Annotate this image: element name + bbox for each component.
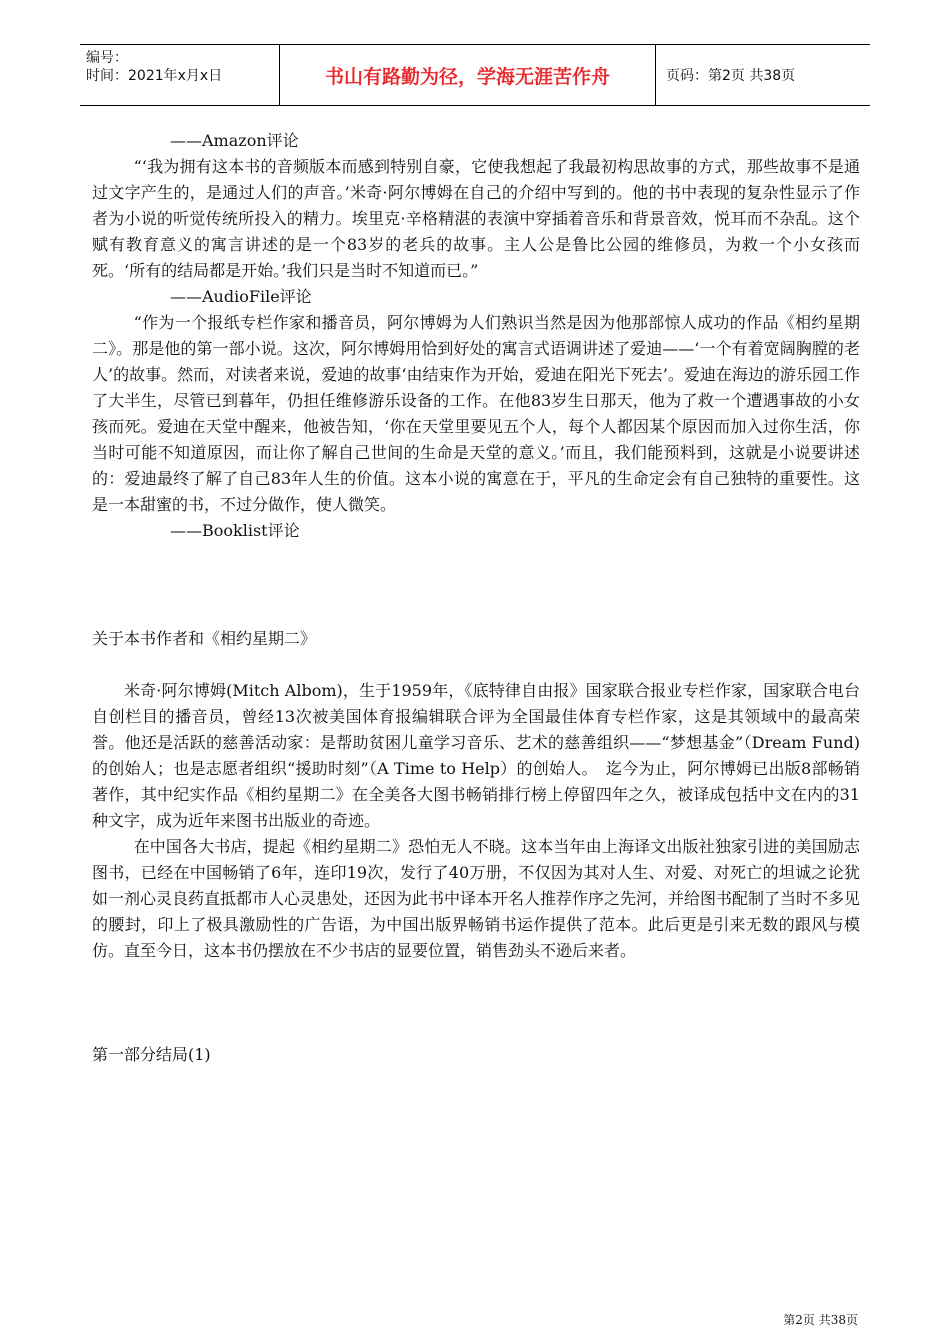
review-source-booklist: ——Booklist评论 <box>170 521 300 540</box>
section-title: 第一部分结局(1) <box>92 1045 211 1064</box>
review-audiofile-text: “‘我为拥有这本书的音频版本而感到特别自豪，它使我想起了我最初构思故事的方式，那些故事不是通过文字产生的，是通过人们的声音。’米奇·阿尔博姆在自己的介绍中写到的。他的书中表现的复杂性显示了作者为小说的听觉传统所投入的精力。埃里克·辛格精湛的表演中穿插着音乐和背景音效，悦耳而不杂乱。这个赋有教育意义的寓言讲述的是一个83岁的老兵的故事。主人公是鲁比公园的维修员，为救一个小女孩而死。‘所有的结局都是开始。’我们只是当时不知道而已。” <box>92 157 860 280</box>
review-booklist-text: “作为一个报纸专栏作家和播音员，阿尔博姆为人们熟识当然是因为他那部惊人成功的作品《相约星期二》。那是他的第一部小说。这次，阿尔博姆用恰到好处的寓言式语调讲述了爱迪——‘一个有着宽阔胸膛的老人’的故事。然而，对读者来说，爱迪的故事‘由结束作为开始，爱迪在阳光下死去’。爱迪在海边的游乐园工作了大半生，尽管已到暮年，仍担任维修游乐设备的工作。在他83岁生日那天，他为了救一个遭遇事故的小女孩而死。爱迪在天堂中醒来，他被告知，‘你在天堂里要见五个人，每个人都因某个原因而加入过你生活，你当时可能不知道原因，而让你了解自己世间的生命是天堂的意义。’而且，我们能预料到，这就是小说要讲述的：爱迪最终了解了自己83年人生的价值。这本小说的寓意在于，平凡的生命定会有自己独特的重要性。这是一本甜蜜的书，不过分做作，使人微笑。 <box>92 313 860 514</box>
header-meta <box>80 45 280 105</box>
about-heading: 关于本书作者和《相约星期二》 <box>92 629 317 648</box>
review-source-amazon: ——Amazon评论 <box>170 131 299 150</box>
document-header <box>80 44 870 106</box>
about-paragraph-author: 米奇·阿尔博姆(Mitch Albom)，生于1959年，《底特律自由报》国家联合报业专栏作家，国家联合电台自创栏目的播音员，曾经13次被美国体育报编辑联合评为全国最佳体育专栏作家，这是其领域中的最高荣誉。他还是活跃的慈善活动家：是帮助贫困儿童学习音乐、艺术的慈善组织——“梦想基金”（Dream Fund)的创始人；也是志愿者组织“援助时刻”（A Time to Help）的创始人。 迄今为止，阿尔博姆已出版8部畅销著作，其中纪实作品《相约星期二》在全美各大图书畅销排行榜上停留四年之久，被译成包括中文在内的31种文字，成为近年来图书出版业的奇迹。 <box>92 681 860 830</box>
footer-page-number: 第2页 共38页 <box>783 1313 858 1327</box>
header-motto: 书山有路勤为径，学海无涯苦作舟 <box>280 45 656 105</box>
document-body <box>92 128 860 1068</box>
header-date-label: 时间：2021年x月x日 <box>86 68 223 84</box>
about-paragraph-china: 在中国各大书店，提起《相约星期二》恐怕无人不晓。这本当年由上海译文出版社独家引进的美国励志图书，已经在中国畅销了6年，连印19次，发行了40万册，不仅因为其对人生、对爱、对死亡的坦诚之论犹如一剂心灵良药直抵都市人心灵患处，还因为此书中译本开名人推荐作序之先河，并给图书配制了当时不多见的腰封，印上了极具激励性的广告语，为中国出版界畅销书运作提供了范本。此后更是引来无数的跟风与模仿。直至今日，这本书仍摆放在不少书店的显要位置，销售劲头不逊后来者。 <box>92 837 861 960</box>
header-page-info: 页码：第2页 共38页 <box>666 68 796 84</box>
header-number-label: 编号： <box>86 50 128 66</box>
review-source-audiofile: ——AudioFile评论 <box>170 287 312 306</box>
